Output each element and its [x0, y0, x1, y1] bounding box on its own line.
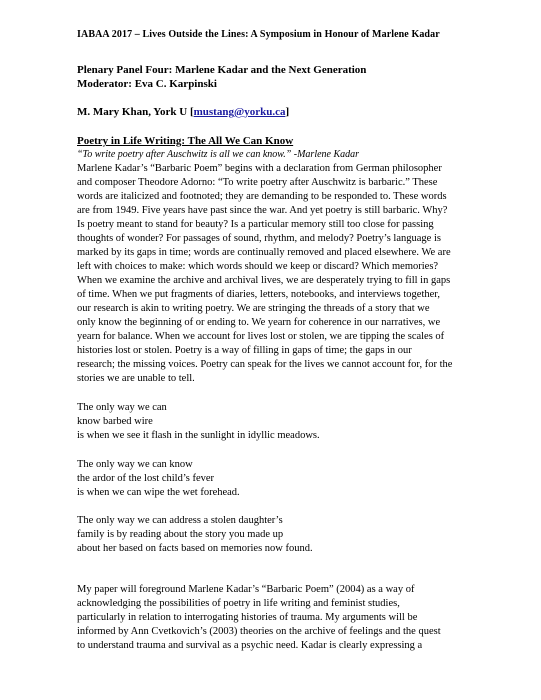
final-line: particularly in relation to interrogating histories of trauma. My arguments will be — [77, 612, 418, 623]
stanza-line: about her based on facts based on memories now found. — [77, 543, 313, 554]
body-line: of time. When we put fragments of diaries, letters, notebooks, and interviews together, — [77, 289, 440, 300]
final-line: acknowledging the possibilities of poetry in life writing and feminist studies, — [77, 598, 400, 609]
body-line: marked by its gaps in time; words are continually removed and placed elsewhere. We are — [77, 247, 451, 258]
body-line: only know the beginning of or ending to. We yearn for coherence in our narratives, we — [77, 317, 441, 328]
body-line: words are italicized and footnoted; they are demanding to be responded to. These words — [77, 191, 447, 202]
body-line: left with choices to make: which words should we keep or discard? Which memories? — [77, 261, 439, 272]
panel-title: Plenary Panel Four: Marlene Kadar and the Next Generation — [77, 64, 367, 76]
final-paragraph — [77, 583, 477, 653]
email-link[interactable]: mustang@yorku.ca — [193, 106, 286, 118]
poem-stanza-1 — [77, 401, 477, 443]
body-line: Is poetry meant to stand for beauty? Is a particular memory still too close for passing — [77, 219, 434, 230]
body-line: research; the missing voices. Poetry can speak for the lives we cannot account for, for the — [77, 359, 453, 370]
final-line: My paper will foreground Marlene Kadar’s “Barbaric Poem” (2004) as a way of — [77, 584, 415, 595]
body-paragraph — [77, 162, 477, 386]
body-line: and composer Theodore Adorno: “To write poetry after Auschwitz is barbaric.” These — [77, 177, 438, 188]
body-line: are from 1949. Five years have past since the war. And yet poetry is still barbaric. Why? — [77, 205, 448, 216]
stanza-line: The only way we can know — [77, 459, 193, 470]
stanza-line: know barbed wire — [77, 416, 153, 427]
stanza-line: is when we see it flash in the sunlight in idyllic meadows. — [77, 430, 320, 441]
epigraph: “To write poetry after Auschwitz is all we can know.” -Marlene Kadar — [77, 149, 360, 160]
email-bracket-close: ] — [285, 106, 290, 118]
body-line: yearn for balance. When we account for lives lost or stolen, we are tipping the scales of — [77, 331, 445, 342]
stanza-line: family is by reading about the story you made up — [77, 529, 284, 540]
stanza-line: the ardor of the lost child’s fever — [77, 473, 215, 484]
author-name: M. Mary Khan, York U — [77, 106, 190, 118]
body-line: Marlene Kadar’s “Barbaric Poem” begins with a declaration from German philosopher — [77, 163, 442, 174]
panel-info — [77, 63, 477, 91]
moderator-line: Moderator: Eva C. Karpinski — [77, 78, 217, 90]
poem-stanza-2 — [77, 458, 477, 500]
stanza-line: is when we can wipe the wet forehead. — [77, 487, 240, 498]
body-line: stories we are unable to tell. — [77, 373, 195, 384]
poem-stanza-3 — [77, 514, 477, 556]
page-header: IABAA 2017 – Lives Outside the Lines: A Symposium in Honour of Marlene Kadar — [77, 29, 440, 40]
stanza-line: The only way we can — [77, 402, 167, 413]
final-line: to understand trauma and survival as a psychic need. Kadar is clearly expressing a — [77, 640, 423, 651]
paper-title: Poetry in Life Writing: The All We Can Know — [77, 135, 294, 147]
author-line — [77, 105, 477, 119]
email-bracket-open: [ — [189, 106, 194, 118]
body-line: our research is akin to writing poetry. We are stringing the threads of a story that we — [77, 303, 430, 314]
body-line: histories lost or stolen. Poetry is a way of filling in gaps of time; the gaps in our — [77, 345, 412, 356]
stanza-line: The only way we can address a stolen daughter’s — [77, 515, 283, 526]
body-line: When we examine the archive and archival lives, we are desperately trying to fill in gaps — [77, 275, 451, 286]
final-line: informed by Ann Cvetkovich’s (2003) theories on the archive of feelings and the quest — [77, 626, 441, 637]
body-line: thoughts of wonder? For passages of sound, rhythm, and melody? Poetry’s language is — [77, 233, 441, 244]
